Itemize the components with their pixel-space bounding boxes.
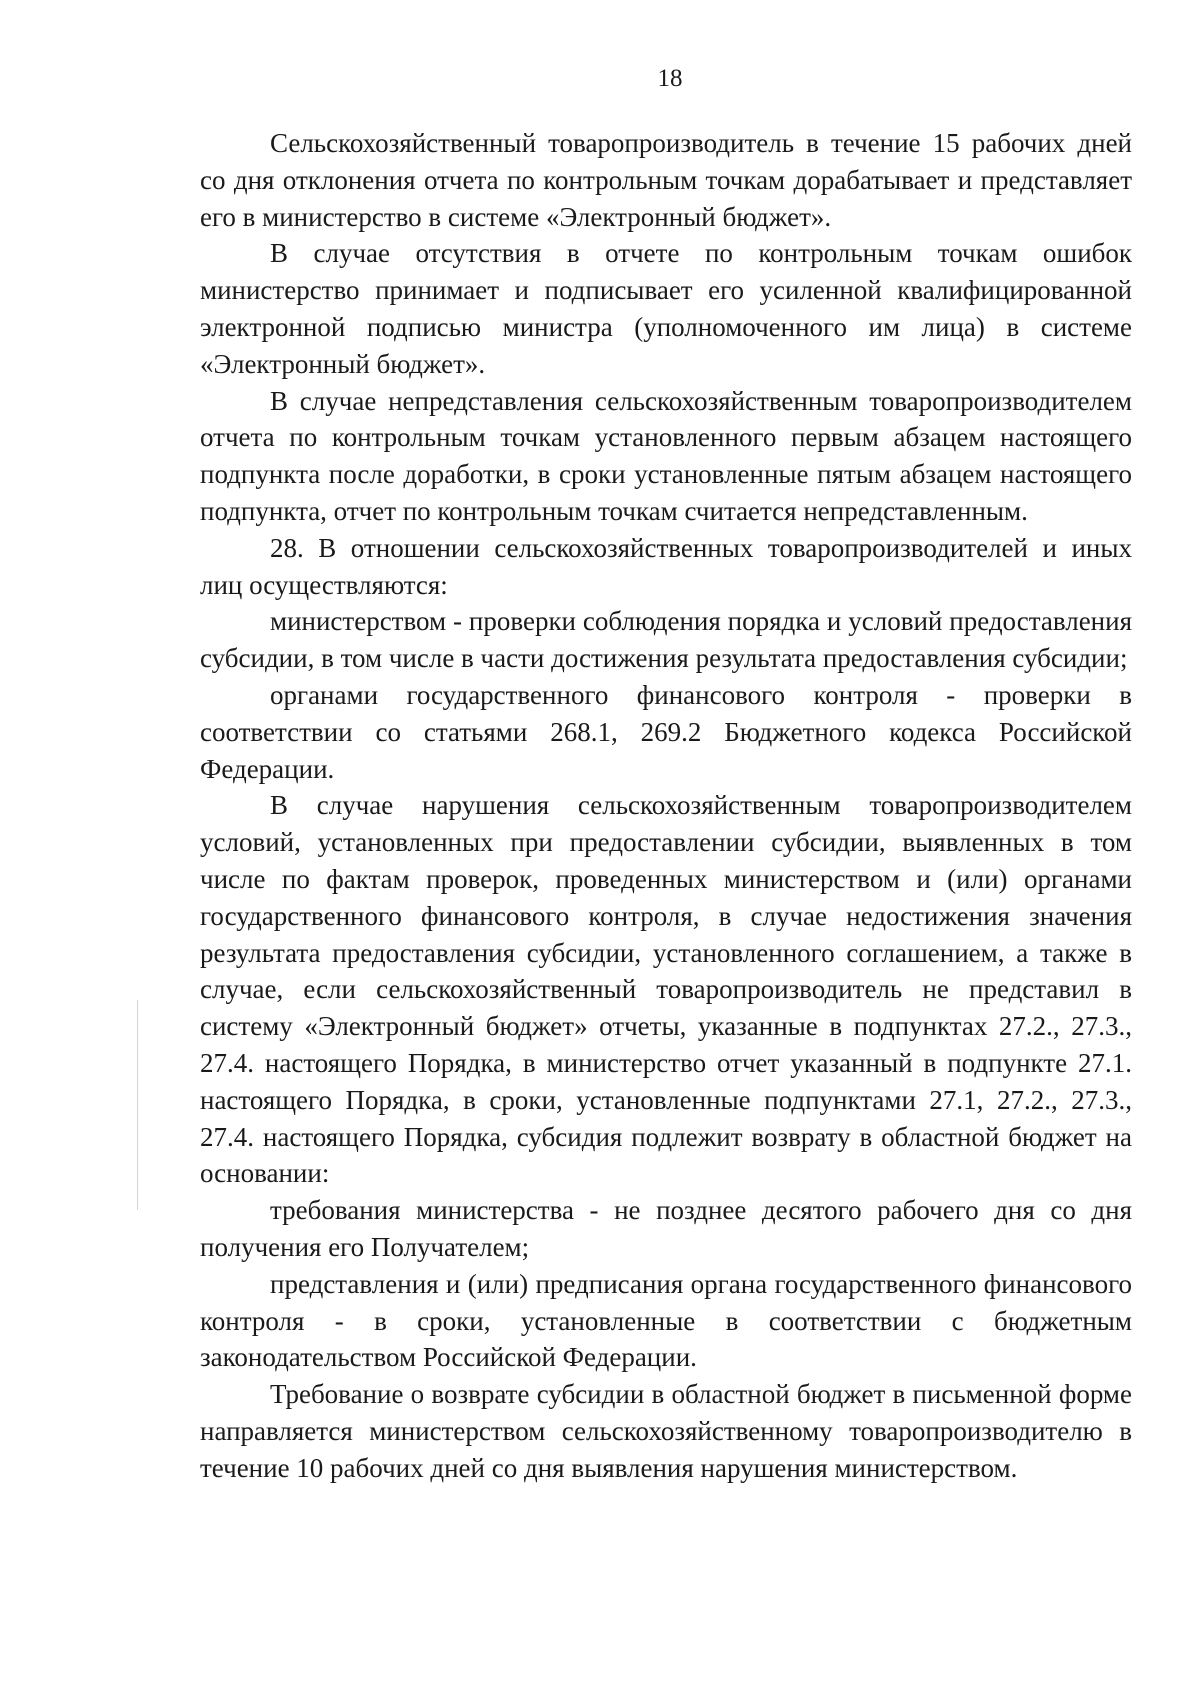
paragraph-3: В случае непредставления сельскохозяйственным товаропроизводителем отчета по контрольным точкам установленного первым абзацем настоящего подпункта после доработки, в сроки установленные пятым абзацем настоящего подпункта, отчет по контрольным точкам считается непредставленным. — [200, 385, 1132, 526]
paragraph-10: Требование о возврате субсидии в областной бюджет в письменной форме направляется министерством сельскохозяйственному товаропроизводителю в течение 10 рабочих дней со дня выявления нарушения министерством. — [200, 1379, 1132, 1483]
paragraph-6: органами государственного финансового контроля - проверки в соответствии со статьями 268.1, 269.2 Бюджетного кодекса Российской Федерации. — [200, 679, 1132, 784]
paragraph-5: министерством - проверки соблюдения порядка и условий предоставления субсидии, в том числе в части достижения результата предоставления субсидии; — [200, 606, 1132, 674]
paragraph-9: представления и (или) предписания органа государственного финансового контроля - в сроки, установленные в соответствии с бюджетным законодательством Российской Федерации. — [200, 1268, 1132, 1373]
paragraph-1: Сельскохозяйственный товаропроизводитель в течение 15 рабочих дней со дня отклонения отчета по контрольным точкам дорабатывает и представляет его в министерство в системе «Электронный бюджет». — [200, 128, 1132, 232]
document-body — [200, 125, 1132, 1486]
paragraph-2: В случае отсутствия в отчете по контрольным точкам ошибок министерство принимает и подписывает его усиленной квалифицированной электронной подписью министра (уполномоченного им лица) в системе «Электронный бюджет». — [200, 238, 1132, 379]
paragraph-8: требования министерства - не позднее десятого рабочего дня со дня получения его Получателем; — [200, 1195, 1132, 1262]
scan-artifact-line — [137, 1000, 138, 1210]
page-number: 18 — [657, 65, 683, 92]
paragraph-4: 28. В отношении сельскохозяйственных товаропроизводителей и иных лиц осуществляются: — [200, 532, 1132, 600]
paragraph-7: В случае нарушения сельскохозяйственным товаропроизводителем условий, установленных при предоставлении субсидии, выявленных в том числе по фактам проверок, проведенных министерством и (или) органами государственного финансового контроля, в случае недостижения значения результата предоставления субсидии, установленного соглашением, а также в случае, если сельскохозяйственный товаропроизводитель не представил в систему «Электронный бюджет» отчеты, указанные в подпунктах 27.2., 27.3., 27.4. настоящего Порядка, в министерство отчет указанный в подпункте 27.1. настоящего Порядка, в сроки, установленные подпунктами 27.1, 27.2., 27.3., 27.4. настоящего Порядка, субсидия подлежит возврату в областной бюджет на основании: — [200, 790, 1132, 1189]
